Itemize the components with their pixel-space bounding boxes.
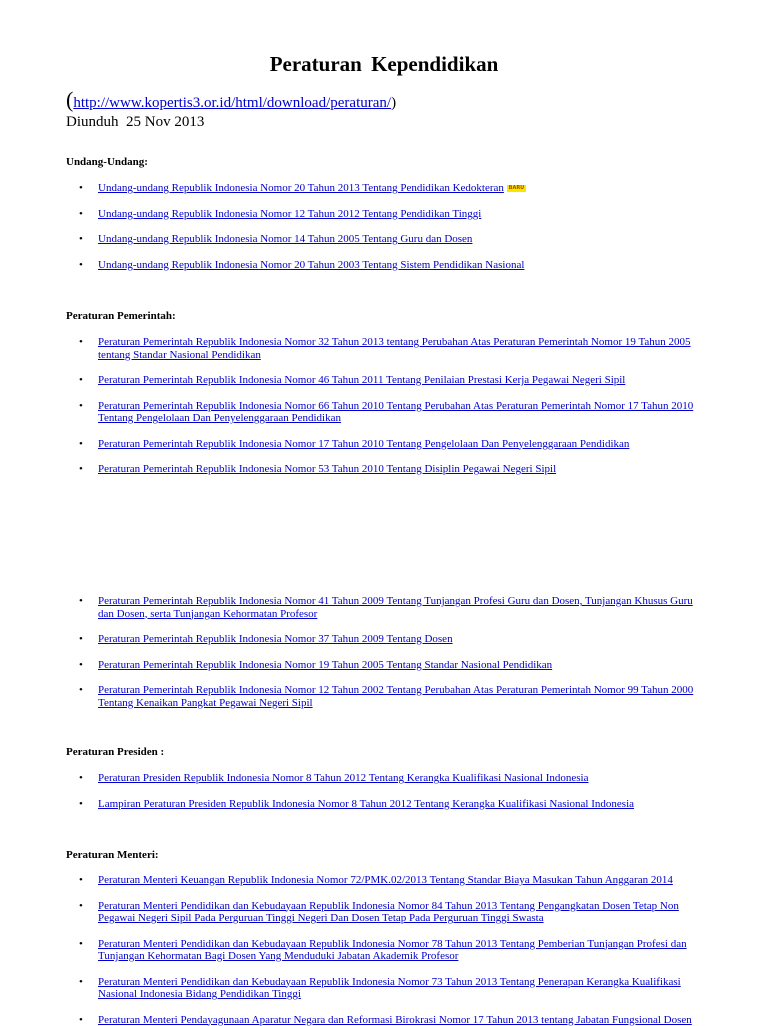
regulation-link[interactable]: Peraturan Menteri Pendidikan dan Kebudayaan Republik Indonesia Nomor 78 Tahun 2013 Tentang Pemberian Tunjangan Profesi dan Tunjangan Kehormatan Bagi Dosen Yang Menduduki Jabatan Akademik Profesor bbox=[98, 938, 687, 963]
list-item bbox=[0, 400, 698, 425]
bullet: • bbox=[79, 938, 83, 951]
list-item bbox=[0, 336, 698, 361]
bullet: • bbox=[79, 336, 83, 349]
regulation-link[interactable]: Peraturan Menteri Pendidikan dan Kebudayaan Republik Indonesia Nomor 84 Tahun 2013 Tentang Pengangkatan Dosen Tetap Non Pegawai Negeri Sipil Pada Perguruan Tinggi Negeri Dan Dosen Tetap Pada Perguruan Tinggi Swasta bbox=[98, 900, 679, 925]
bullet: • bbox=[79, 182, 83, 195]
document-title: Peraturan Kependidikan bbox=[0, 52, 768, 77]
regulation-link[interactable]: Peraturan Menteri Keuangan Republik Indonesia Nomor 72/PMK.02/2013 Tentang Standar Biaya Masukan Tahun Anggaran 2014 bbox=[98, 874, 673, 886]
new-badge: BARU bbox=[507, 185, 527, 192]
open-paren: ( bbox=[66, 87, 73, 112]
bullet: • bbox=[79, 633, 83, 646]
bullet: • bbox=[79, 798, 83, 811]
list-item bbox=[0, 633, 698, 646]
regulation-link[interactable]: Peraturan Pemerintah Republik Indonesia Nomor 66 Tahun 2010 Tentang Perubahan Atas Peraturan Pemerintah Nomor 17 Tahun 2010 Tentang Pengelolaan Dan Penyelenggaraan Pendidikan bbox=[98, 400, 693, 425]
bullet: • bbox=[79, 772, 83, 785]
regulation-link[interactable]: Peraturan Pemerintah Republik Indonesia Nomor 32 Tahun 2013 tentang Perubahan Atas Peraturan Pemerintah Nomor 19 Tahun 2005 tentang Standar Nasional Pendidikan bbox=[98, 336, 691, 361]
regulation-link[interactable]: Peraturan Menteri Pendayagunaan Aparatur Negara dan Reformasi Birokrasi Nomor 17 Tahun 2013 tentang Jabatan Fungsional Dosen bbox=[98, 1014, 692, 1026]
regulation-link[interactable]: Undang-undang Republik Indonesia Nomor 20 Tahun 2013 Tentang Pendidikan Kedokteran bbox=[98, 182, 504, 194]
bullet: • bbox=[79, 259, 83, 272]
bullet: • bbox=[79, 374, 83, 387]
regulation-link[interactable]: Undang-undang Republik Indonesia Nomor 12 Tahun 2012 Tentang Pendidikan Tinggi bbox=[98, 208, 481, 220]
regulation-link[interactable]: Lampiran Peraturan Presiden Republik Indonesia Nomor 8 Tahun 2012 Tentang Kerangka Kualifikasi Nasional Indonesia bbox=[98, 798, 634, 810]
regulation-link[interactable]: Peraturan Pemerintah Republik Indonesia Nomor 53 Tahun 2010 Tentang Disiplin Pegawai Negeri Sipil bbox=[98, 463, 556, 475]
list-item bbox=[0, 938, 698, 963]
bullet: • bbox=[79, 463, 83, 476]
list-item bbox=[0, 259, 698, 272]
list-item bbox=[0, 208, 698, 221]
list-item bbox=[0, 874, 698, 887]
section-heading-undang-undang: Undang-Undang: bbox=[66, 156, 148, 168]
list-item bbox=[0, 659, 698, 672]
regulation-link[interactable]: Peraturan Pemerintah Republik Indonesia Nomor 46 Tahun 2011 Tentang Penilaian Prestasi Kerja Pegawai Negeri Sipil bbox=[98, 374, 625, 386]
regulation-link[interactable]: Peraturan Pemerintah Republik Indonesia Nomor 37 Tahun 2009 Tentang Dosen bbox=[98, 633, 453, 645]
bullet: • bbox=[79, 208, 83, 221]
regulation-link[interactable]: Undang-undang Republik Indonesia Nomor 20 Tahun 2003 Tentang Sistem Pendidikan Nasional bbox=[98, 259, 524, 271]
undang-undang-list bbox=[0, 182, 768, 271]
bullet: • bbox=[79, 659, 83, 672]
list-item bbox=[0, 374, 698, 387]
list-item bbox=[0, 798, 698, 811]
regulation-link[interactable]: Peraturan Pemerintah Republik Indonesia Nomor 12 Tahun 2002 Tentang Perubahan Atas Peraturan Pemerintah Nomor 99 Tahun 2000 Tentang Kenaikan Pangkat Pegawai Negeri Sipil bbox=[98, 684, 693, 709]
peraturan-pemerintah-list-continued bbox=[0, 595, 768, 709]
list-item bbox=[0, 438, 698, 451]
peraturan-menteri-list bbox=[0, 874, 768, 1026]
bullet: • bbox=[79, 976, 83, 989]
list-item bbox=[0, 976, 698, 1001]
bullet: • bbox=[79, 595, 83, 608]
list-item bbox=[0, 900, 698, 925]
section-heading-peraturan-pemerintah: Peraturan Pemerintah: bbox=[66, 310, 176, 322]
bullet: • bbox=[79, 1014, 83, 1026]
regulation-link[interactable]: Peraturan Pemerintah Republik Indonesia Nomor 19 Tahun 2005 Tentang Standar Nasional Pendidikan bbox=[98, 659, 552, 671]
bullet: • bbox=[79, 900, 83, 913]
list-item bbox=[0, 182, 698, 195]
bullet: • bbox=[79, 438, 83, 451]
bullet: • bbox=[79, 684, 83, 697]
source-line bbox=[66, 90, 396, 113]
section-heading-peraturan-menteri: Peraturan Menteri: bbox=[66, 849, 159, 861]
regulation-link[interactable]: Peraturan Pemerintah Republik Indonesia Nomor 41 Tahun 2009 Tentang Tunjangan Profesi Guru dan Dosen, Tunjangan Khusus Guru dan Dosen, serta Tunjangan Kehormatan Profesor bbox=[98, 595, 693, 620]
regulation-link[interactable]: Undang-undang Republik Indonesia Nomor 14 Tahun 2005 Tentang Guru dan Dosen bbox=[98, 233, 472, 245]
list-item bbox=[0, 233, 698, 246]
bullet: • bbox=[79, 874, 83, 887]
regulation-link[interactable]: Peraturan Pemerintah Republik Indonesia Nomor 17 Tahun 2010 Tentang Pengelolaan Dan Penyelenggaraan Pendidikan bbox=[98, 438, 629, 450]
bullet: • bbox=[79, 400, 83, 413]
bullet: • bbox=[79, 233, 83, 246]
list-item bbox=[0, 595, 698, 620]
source-url-link[interactable]: http://www.kopertis3.or.id/html/download/peraturan/ bbox=[73, 95, 391, 111]
download-date: Diunduh 25 Nov 2013 bbox=[66, 114, 204, 131]
list-item bbox=[0, 684, 698, 709]
peraturan-presiden-list bbox=[0, 772, 768, 810]
regulation-link[interactable]: Peraturan Presiden Republik Indonesia Nomor 8 Tahun 2012 Tentang Kerangka Kualifikasi Nasional Indonesia bbox=[98, 772, 589, 784]
regulation-link[interactable]: Peraturan Menteri Pendidikan dan Kebudayaan Republik Indonesia Nomor 73 Tahun 2013 Tentang Penerapan Kerangka Kualifikasi Nasional Indonesia Bidang Pendidikan Tinggi bbox=[98, 976, 681, 1001]
peraturan-pemerintah-list bbox=[0, 336, 768, 476]
list-item bbox=[0, 1014, 698, 1026]
section-heading-peraturan-presiden: Peraturan Presiden : bbox=[66, 746, 164, 758]
list-item bbox=[0, 463, 698, 476]
list-item bbox=[0, 772, 698, 785]
close-paren: ) bbox=[391, 95, 396, 111]
